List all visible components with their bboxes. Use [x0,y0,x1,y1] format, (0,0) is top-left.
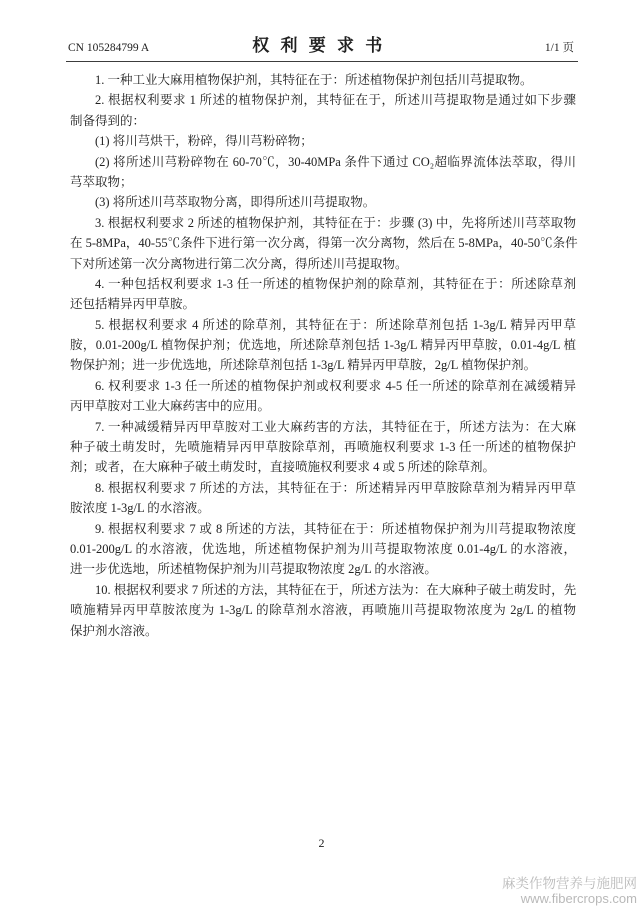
claims-list [70,70,576,641]
publication-number: CN 105284799 A [68,42,150,54]
claim-10 [70,580,576,641]
claim-line: 7. 一种减缓精异丙甲草胺对工业大麻药害的方法，其特征在于，所述方法为：在大麻 [95,419,576,434]
claim-6 [70,376,576,417]
claim-3 [70,213,576,274]
claim-7 [70,417,576,478]
claim-line: 丙甲草胺对工业大麻药害中的应用。 [70,399,271,414]
claim-line: 4. 一种包括权利要求 1-3 任一所述的植物保护剂的除草剂，其特征在于：所述除草剂 [95,276,576,291]
claim-line: 9. 根据权利要求 7 或 8 所述的方法，其特征在于：所述植物保护剂为川芎提取物浓度 [95,521,576,536]
claim-line: 进一步优选地，所述植物保护剂为川芎提取物浓度 2g/L 的水溶液。 [70,562,437,577]
claim-line: 制备得到的： [70,113,146,128]
claim-line: 2. 根据权利要求 1 所述的植物保护剂，其特征在于，所述川芎提取物是通过如下步骤 [95,93,576,108]
page-counter: 1/1 页 [544,42,574,54]
header-divider [66,61,578,62]
claim-line: 3. 根据权利要求 2 所述的植物保护剂，其特征在于：步骤 (3) 中，先将所述川芎萃取物 [95,215,576,230]
claim-line: 8. 根据权利要求 7 所述的方法，其特征在于：所述精异丙甲草胺除草剂为精异丙甲草 [95,480,576,495]
claim-line: 10. 根据权利要求 7 所述的方法，其特征在于，所述方法为：在大麻种子破土萌发时，先 [95,582,577,597]
claim-line: 还包括精异丙甲草胺。 [70,297,196,312]
step-line: 芎萃取物； [70,174,133,189]
claim-9 [70,519,576,580]
claim-2-step-3 [70,192,576,212]
claim-line: 胺，0.01-200g/L 植物保护剂；优选地，所述除草剂包括 1-3g/L 精异丙甲草胺，0.01-4g/L 植 [70,338,576,353]
claim-line: 胺浓度 1-3g/L 的水溶液。 [70,501,210,516]
claim-line: 种子破土萌发时，先喷施精异丙甲草胺除草剂，再喷施权利要求 1-3 任一所述的植物保护 [70,440,576,455]
claim-line: 剂；或者，在大麻种子破土萌发时，直接喷施权利要求 4 或 5 所述的除草剂。 [70,460,496,475]
claim-line: 在 5-8MPa，40-55℃条件下进行第一次分离，得第一次分离物，然后在 5-8MPa，40-50℃条件 [70,236,578,251]
claim-8 [70,478,576,519]
claim-line: 喷施精异丙甲草胺浓度为 1-3g/L 的除草剂水溶液，再喷施川芎提取物浓度为 2g/L 的植物 [70,603,576,618]
step-line: (2) 将所述川芎粉碎物在 60-70℃，30-40MPa 条件下通过 CO₂超临界流体法萃取，得川 [95,154,576,169]
claim-2-step-2 [70,152,576,193]
claim-line: 保护剂水溶液。 [70,623,158,638]
step-line: (3) 将所述川芎萃取物分离，即得所述川芎提取物。 [95,195,376,210]
claim-line: 6. 权利要求 1-3 任一所述的植物保护剂或权利要求 4-5 任一所述的除草剂在减缓精异 [95,378,576,393]
claim-line: 下对所述第一次分离物进行第二次分离，得所述川芎提取物。 [70,256,408,271]
document-title: 权 利 要 求 书 [252,36,386,55]
claim-line: 5. 根据权利要求 4 所述的除草剂，其特征在于：所述除草剂包括 1-3g/L 精异丙甲草 [95,317,576,332]
claim-5 [70,315,576,376]
claim-1 [70,70,576,90]
watermark-site-url: www.fibercrops.com [520,891,637,906]
claim-line: 物保护剂；进一步优选地，所述除草剂包括 1-3g/L 精异丙甲草胺，2g/L 植物保护剂。 [70,358,537,373]
claim-4 [70,274,576,315]
step-line: (1) 将川芎烘干，粉碎，得川芎粉碎物； [95,134,313,149]
watermark-site-name: 麻类作物营养与施肥网 [502,876,637,891]
claim-2 [70,90,576,212]
claim-line: 0.01-200g/L 的水溶液，优选地，所述植物保护剂为川芎提取物浓度 0.01-4g/L 的水溶液， [70,541,576,556]
document-header [0,0,643,62]
claim-line: 1. 一种工业大麻用植物保护剂，其特征在于：所述植物保护剂包括川芎提取物。 [95,73,533,87]
page-number: 2 [318,836,325,850]
claim-2-step-1 [70,131,576,151]
